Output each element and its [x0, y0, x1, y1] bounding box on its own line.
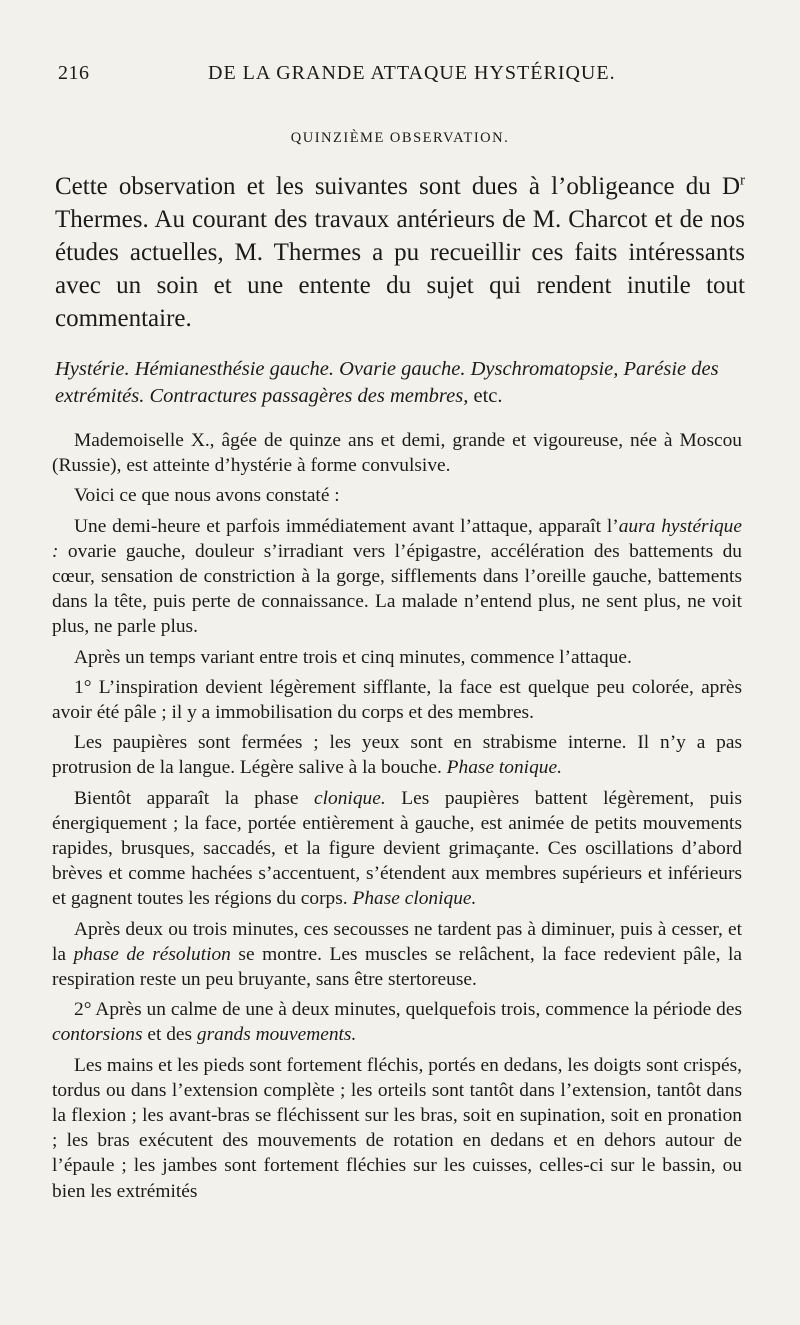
paragraph-6	[52, 730, 742, 780]
paragraph-3-post: ovarie gauche, douleur s’irradiant vers l’épigastre, accélération des battements du cœur, sensation de constriction à la gorge, sifflements dans l’oreille gauche, battements dans la tête, puis perte de connaissance. La malade n’entend plus, ne sent plus, ne voit plus, ne parle plus.	[52, 540, 742, 638]
case-subtitle-italic: Hystérie. Hémianesthésie gauche. Ovarie gauche. Dyschromatopsie, Parésie des extrémités. Contractures passagères des membres,	[55, 358, 719, 407]
running-header	[58, 62, 748, 88]
intro-paragraph	[55, 170, 745, 335]
paragraph-7-em2: Phase clonique.	[352, 888, 477, 910]
paragraph-3-em: aura hystérique :	[52, 515, 742, 562]
paragraph-6-pre: Les paupières sont fermées ; les yeux sont en strabisme interne. Il n’y a pas protrusion de la langue. Légère salive à la bouche.	[52, 732, 742, 779]
paragraph-8-pre: Après deux ou trois minutes, ces secousses ne tardent pas à diminuer, puis à cesser, et la	[52, 918, 742, 965]
paragraph-8	[52, 917, 742, 993]
intro-text-before: Cette observation et les suivantes sont dues à l’obligeance du D	[55, 173, 740, 200]
paragraph-7-em: clonique.	[314, 787, 386, 809]
running-title: DE LA GRANDE ATTAQUE HYSTÉRIQUE.	[208, 62, 616, 84]
paragraph-3	[52, 514, 742, 640]
paragraph-7-pre: Bientôt apparaît la phase	[74, 787, 315, 809]
paragraph-9-em2: grands mouvements.	[196, 1024, 357, 1046]
body-text	[52, 428, 742, 1209]
paragraph-3-pre: Une demi-heure et parfois immédiatement avant l’attaque, apparaît l’	[74, 515, 619, 537]
intro-dr-superscript: r	[740, 172, 745, 189]
paragraph-7-post: Les paupières battent légèrement, puis énergiquement ; la face, portée entièrement à gauche, est animée de petits mouvements rapides, brusques, saccadés, et la figure devient grimaçante. Ces oscillations d’abord brèves et comme hachées s’accentuent, s’étendent aux membres supérieurs et inférieurs et gagnent toutes les régions du corps.	[52, 787, 742, 910]
paragraph-1: Mademoiselle X., âgée de quinze ans et demi, grande et vigoureuse, née à Moscou (Russie), est atteinte d’hystérie à forme convulsive.	[52, 430, 742, 477]
paragraph-5: 1° L’inspiration devient légèrement sifflante, la face est quelque peu colorée, après avoir été pâle ; il y a immobilisation du corps et des membres.	[52, 676, 742, 724]
paragraph-6-em: Phase tonique.	[446, 757, 562, 779]
case-subtitle-tail: etc.	[468, 385, 503, 407]
paragraph-8-post: se montre. Les muscles se relâchent, la face redevient pâle, la respiration reste un peu bruyante, sans être stertoreuse.	[52, 943, 743, 991]
paragraph-9-em: contorsions	[52, 1024, 143, 1046]
paragraph-2: Voici ce que nous avons constaté :	[74, 485, 340, 507]
section-title: QUINZIÈME OBSERVATION.	[290, 130, 510, 146]
paragraph-7	[52, 786, 742, 912]
page-number: 216	[58, 62, 90, 84]
paragraph-9-post: et des	[142, 1024, 197, 1046]
paragraph-4: Après un temps variant entre trois et cinq minutes, commence l’attaque.	[74, 646, 632, 668]
paragraph-9-pre: 2° Après un calme de une à deux minutes, quelquefois trois, commence la période des	[74, 999, 742, 1021]
paragraph-10: Les mains et les pieds sont fortement fléchis, portés en dedans, les doigts sont crispés, tordus ou dans l’extension complète ; les orteils sont tantôt dans l’extension, tantôt dans la flexion ; les avant-bras se fléchissent sur les bras, soit en supination, soit en pronation ; les bras exécutent des mouvements de rotation en dedans et en dehors autour de l’épaule ; les jambes sont fortement fléchies sur les cuisses, celles-ci sur le bassin, ou bien les extrémités	[52, 1054, 742, 1202]
intro-text-after: Thermes. Au courant des travaux antérieurs de M. Charcot et de nos études actuelles, M. Thermes a pu recueillir ces faits intéressants avec un soin et une entente du sujet qui rendent inutile tout commentaire.	[55, 206, 745, 332]
case-subtitle	[55, 356, 745, 410]
paragraph-8-em: phase de résolution	[73, 943, 231, 965]
paragraph-9	[52, 997, 742, 1047]
